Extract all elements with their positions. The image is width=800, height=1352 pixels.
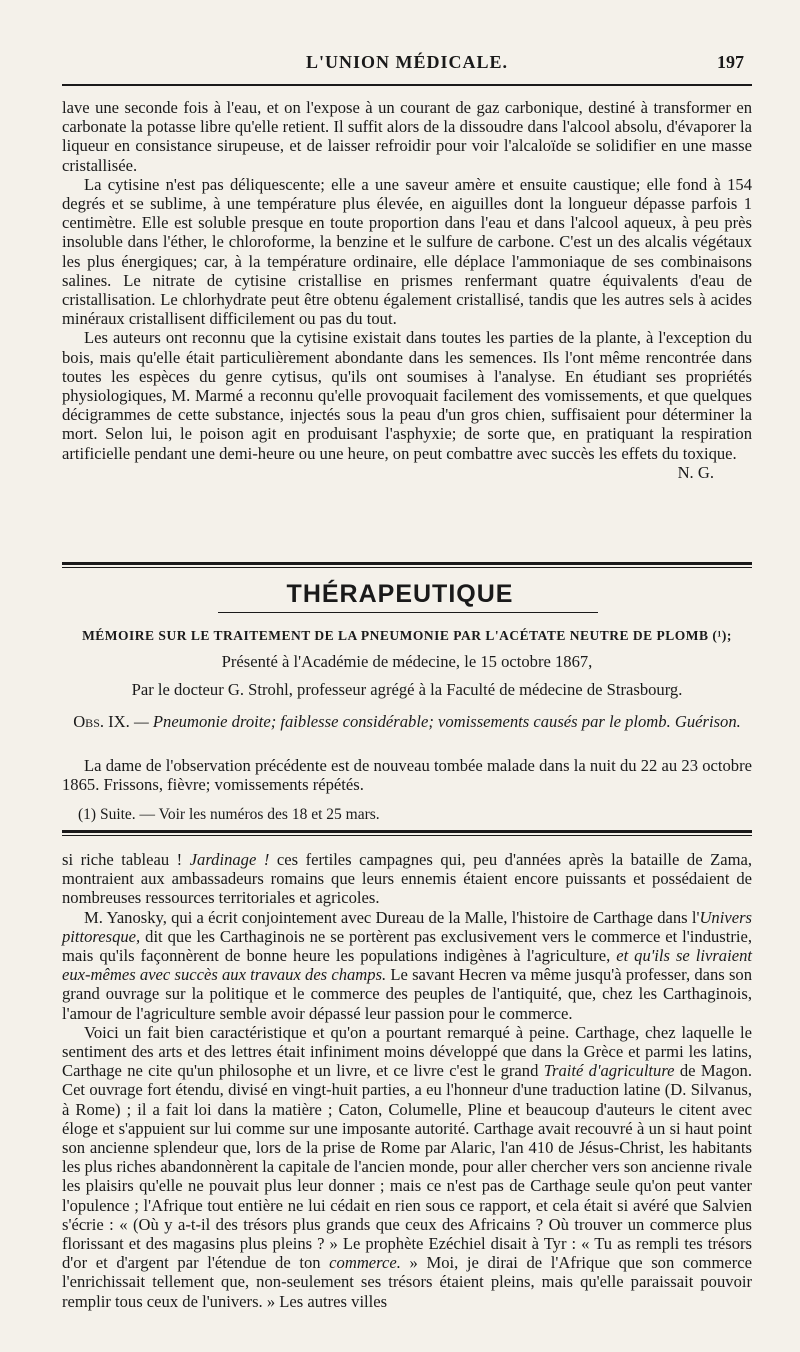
paragraph: si riche tableau ! Jardinage ! ces fertiles campagnes qui, peu d'années après la bataille de Zama, montraient aux ambassadeurs romains que leurs ennemis étaient encore puissants et possédaient de nombreuses ressources territoriales et agricoles. (62, 850, 752, 908)
paragraph-text: Les auteurs ont reconnu que la cytisine existait dans toutes les parties de la plante, à l'exception du bois, mais qu'elle était particulièrement abondante dans les semences. Ils l'ont même rencontrée dans toutes les espèces du genre cytisus, qu'ils ont soumises à l'analyse. En étudiant ses propriétés physiologiques, M. Marmé a reconnu qu'elle provoquait facilement des vomissements, et que quelques décigrammes de cette substance, injectés sous la peau d'un gros chien, suffisaient pour déterminer la mort. Selon lui, le poison agit en produisant l'asphyxie; de sorte que, en pratiquant la respiration artificielle pendant une demi-heure ou une heure, on peut combattre avec succès les effets du toxique. (62, 328, 752, 463)
paragraph: M. Yanosky, qui a écrit conjointement avec Dureau de la Malle, l'histoire de Carthage dans l'Univers pittoresque, dit que les Carthaginois ne se portèrent pas exclusivement vers le commerce et l'industrie, mais qu'ils façonnèrent de bonne heure les populations indigènes à l'agriculture, et qu'ils se livraient eux-mêmes avec succès aux travaux des champs. Le savant Hecren va même jusqu'à professer, dans son grand ouvrage sur la politique et le commerce des peuples de l'antiquité, que, chez les Carthaginois, l'amour de l'agriculture semble avoir dépassé leur passion pour le commerce. (62, 907, 753, 1023)
signature: N. G. (677, 462, 714, 482)
obs-label: Obs. IX. (73, 712, 130, 731)
page-number: 197 (717, 52, 744, 72)
feuilleton-separator (62, 830, 752, 836)
feuilleton-text (62, 850, 752, 1311)
observation (62, 712, 752, 731)
article-cytisine (62, 98, 752, 482)
author-line: Par le docteur G. Strohl, professeur agrégé à la Faculté de médecine de Strasbourg. (131, 680, 683, 699)
section-separator (62, 562, 752, 568)
title-rule (218, 612, 598, 613)
obs-title: — Pneumonie droite; faiblesse considérable; vomissements causés par le plomb. Guérison. (133, 712, 741, 731)
footnote: (1) Suite. — Voir les numéros des 18 et 25 mars. (78, 806, 380, 823)
page-header (62, 52, 752, 82)
running-title: L'UNION MÉDICALE. (305, 52, 509, 72)
paragraph: La dame de l'observation précédente est de nouveau tombée malade dans la nuit du 22 au 23 octobre 1865. Frissons, fièvre; vomissements répétés. (62, 756, 752, 795)
observation-text (62, 756, 752, 794)
memoir-title: MÉMOIRE SUR LE TRAITEMENT DE LA PNEUMONIE PAR L'ACÉTATE NEUTRE DE PLOMB (¹); (82, 628, 732, 643)
header-rule (62, 84, 752, 86)
paragraph: La cytisine n'est pas déliquescente; elle a une saveur amère et ensuite caustique; elle fond à 154 degrés et se sublime, à une température plus élevée, en aiguilles dont la longueur dépasse parfois 1 centimètre. Elle est soluble presque en toute proportion dans l'eau et dans l'alcool aqueux, à peu près insoluble dans l'éther, le chloroforme, la benzine et le sulfure de carbone. C'est un des alcalis végétaux les plus énergiques; car, à la température ordinaire, elle déplace l'ammoniaque de ses combinaisons salines. Le nitrate de cytisine cristallise en prismes renfermant quatre équivalents d'eau de cristallisation. Le chlorhydrate peut être obtenu également cristallisé, tandis que les autres sels à acides minéraux cristallisent difficilement ou pas du tout. (62, 174, 752, 329)
paragraph: lave une seconde fois à l'eau, et on l'expose à un courant de gaz carbonique, destiné à transformer en carbonate la potasse libre qu'elle retient. Il suffit alors de la dissoudre dans l'alcool absolu, d'évaporer la liqueur en consistance sirupeuse, et de laisser refroidir pour voir l'alcaloïde se solidifier en une masse cristallisée. (62, 98, 752, 175)
presented-line: Présenté à l'Académie de médecine, le 15 octobre 1867, (221, 652, 593, 671)
paragraph (62, 328, 752, 482)
section-title: THÉRAPEUTIQUE (286, 580, 514, 608)
paragraph: Voici un fait bien caractéristique et qu'on a pourtant remarqué à peine. Carthage, chez laquelle le sentiment des arts et des lettres était infiniment moins développé que dans la Grèce et parmi les latins, Carthage ne cite qu'un philosophe et un livre, et ce livre c'est le grand Traité d'agriculture de Magon. Cet ouvrage fort étendu, divisé en vingt-huit parties, a eu l'honneur d'une traduction latine (D. Silvanus, à Rome) ; il a fait loi dans la matière ; Caton, Columelle, Pline et beaucoup d'auteurs le citent avec éloge et s'appuient sur lui comme sur une imposante autorité. Carthage avait recouvré à un si haut point son ancienne splendeur que, lors de la prise de Rome par Alaric, l'an 410 de Jésus-Christ, les habitants les plus riches abandonnèrent la capitale de l'ancien monde, pour aller chercher vers son ancienne rivale les plaisirs qu'elle ne pouvait plus leur donner ; mais ce n'est pas de Carthage seule qu'on peut vanter l'opulence ; l'Afrique tout entière ne lui cédait en rien sous ce rapport, et cela était si avéré que Salvien s'écrie : « (Où y a-t-il des trésors plus grands que ceux des Africains ? Où trouver un commerce plus florissant et des magasins plus pleins ? » Le prophète Ezéchiel disait à Tyr : « Tu as rempli tes trésors d'or et d'argent par l'étendue de ton commerce. » Moi, je dirai de l'Afrique que son commerce l'enrichissait tellement que, non-seulement ses trésors étaient pleins, mais qu'elle paraissait pouvoir remplir tous ceux de l'univers. » Les autres villes (62, 1022, 752, 1311)
